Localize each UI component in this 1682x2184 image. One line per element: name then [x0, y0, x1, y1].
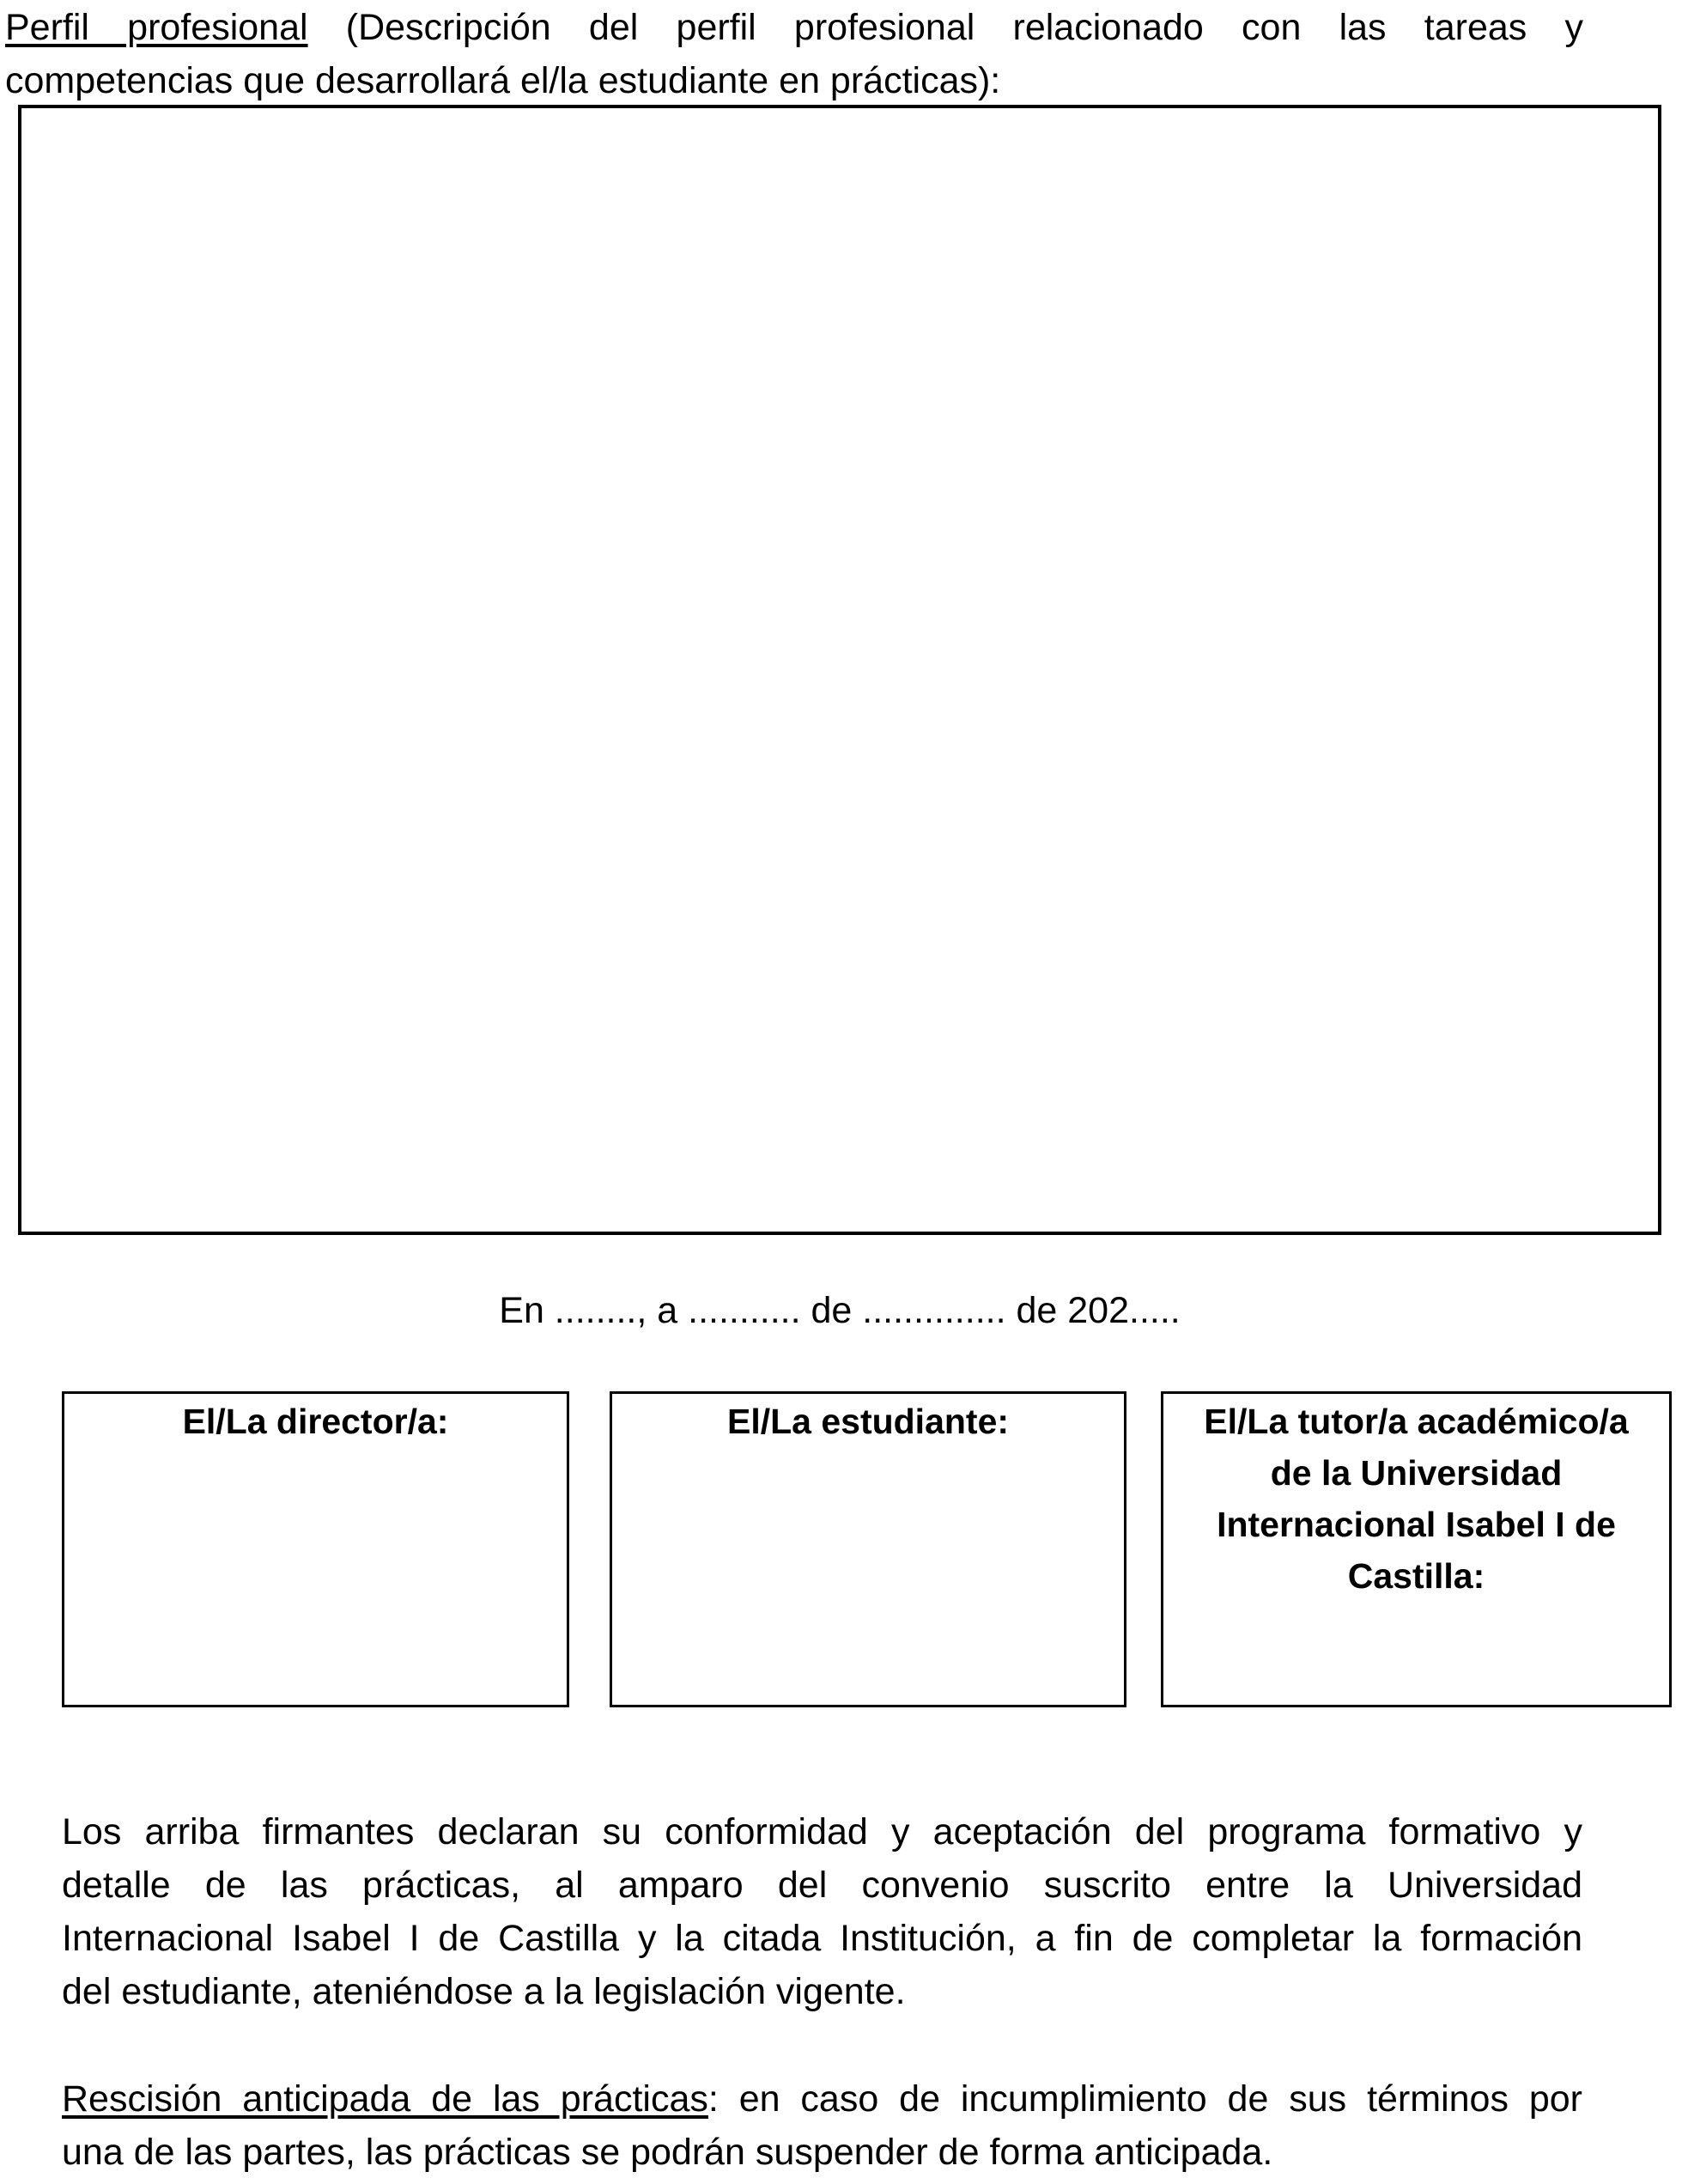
date-fill-in-line: En ........, a ........... de .............. de 202.....: [499, 1290, 1181, 1331]
heading-line-1: [5, 1, 1583, 54]
heading-line-2: competencias que desarrollará el/la estudiante en prácticas):: [5, 60, 1001, 101]
agreement-paragraph: [62, 1805, 1582, 2018]
signature-title-academic-tutor-line-1: El/La tutor/a académico/a: [1204, 1402, 1629, 1441]
heading-line-1-rest: (Descripción del perfil profesional relacionado con las tareas y: [307, 7, 1583, 48]
signature-title-academic-tutor-line-2: de la Universidad: [1270, 1453, 1563, 1493]
signature-title-director: El/La director/a:: [182, 1402, 449, 1441]
rescission-underlined-title: Rescisión anticipada de las prácticas: [62, 2078, 708, 2120]
rescission-paragraph: [62, 2072, 1582, 2179]
agreement-line-2: detalle de las prácticas, al amparo del convenio suscrito entre la Universidad: [62, 1865, 1582, 1906]
signature-box-academic-tutor[interactable]: [1161, 1391, 1672, 1707]
agreement-line-1: Los arriba firmantes declaran su conformidad y aceptación del programa formativo y: [62, 1811, 1582, 1852]
profile-description-box[interactable]: [18, 105, 1661, 1235]
signature-title-academic-tutor-line-4: Castilla:: [1347, 1556, 1485, 1596]
agreement-line-4: del estudiante, ateniéndose a la legislación vigente.: [62, 1971, 906, 2012]
heading: [5, 1, 1583, 107]
agreement-line-3: Internacional Isabel I de Castilla y la citada Institución, a fin de completar la formación: [62, 1918, 1582, 1959]
rescission-line-2: una de las partes, las prácticas se podrán suspender de forma anticipada.: [62, 2132, 1273, 2173]
signature-title-student: El/La estudiante:: [726, 1402, 1010, 1441]
heading-underlined-title: Perfil profesional: [5, 7, 308, 48]
signature-title-academic-tutor-line-3: Internacional Isabel I de: [1217, 1505, 1616, 1544]
signature-box-director[interactable]: [62, 1391, 569, 1707]
signature-box-student[interactable]: [610, 1391, 1126, 1707]
rescission-line-1: [62, 2072, 1582, 2126]
rescission-line-1-rest: : en caso de incumplimiento de sus términos por: [707, 2078, 1582, 2120]
